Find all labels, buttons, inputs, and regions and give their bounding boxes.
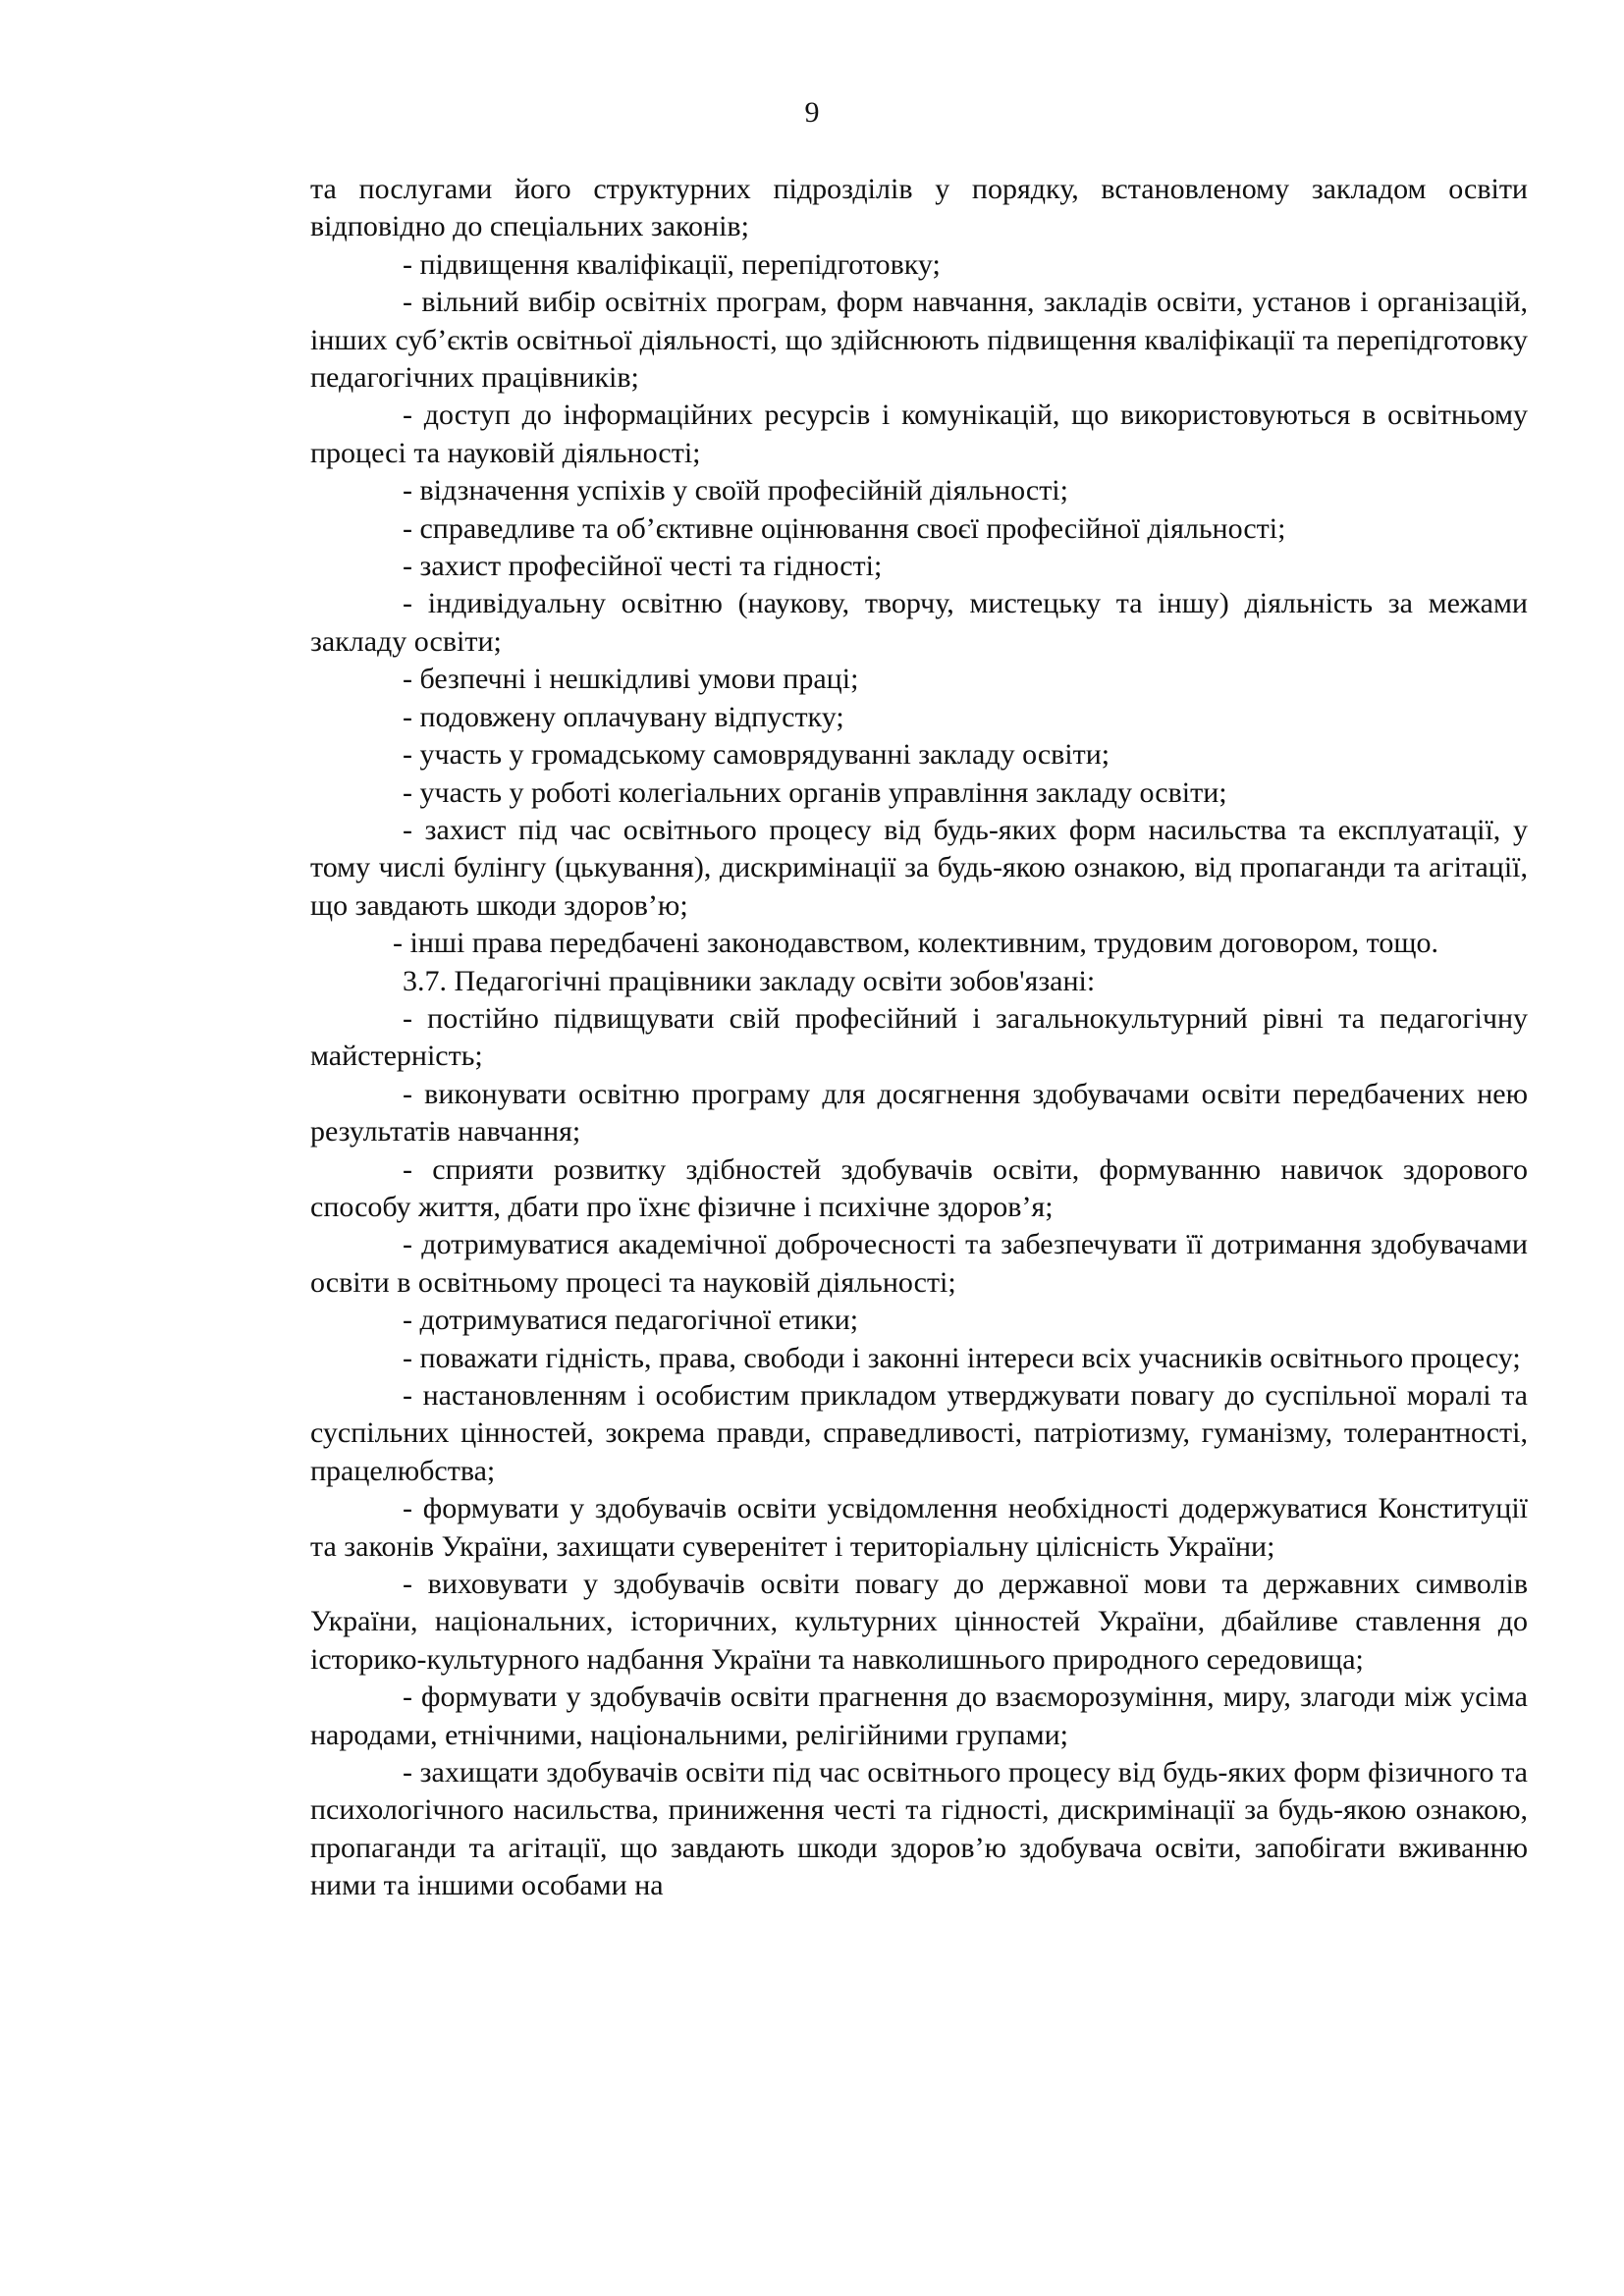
paragraph: - дотримуватися педагогічної етики; [403,1304,859,1337]
paragraph: - відзначення успіхів у своїй професійній діяльності; [403,474,1068,507]
paragraph: - підвищення кваліфікації, перепідготовку; [403,247,941,281]
paragraph: - поважати гідність, права, свободи і законні інтереси всіх учасників освітнього процесу; [403,1341,1521,1374]
paragraph: - доступ до інформаційних ресурсів і комунікацій, що використовуються в освітньому процесі та науковій діяльності; [310,399,1528,469]
paragraph: - справедливе та об’єктивне оцінювання своєї професійної діяльності; [403,511,1286,545]
paragraph: - подовжену оплачувану відпустку; [403,700,844,733]
paragraph: - інші права передбачені законодавством, колективним, трудовим договором, тощо. [393,927,1438,960]
paragraph: 3.7. Педагогічні працівники закладу освіти зобов'язані: [403,964,1096,997]
paragraph: - захист під час освітнього процесу від будь-яких форм насильства та експлуатації, у тому числі булінгу (цькування), дискримінації за будь-якою ознакою, від пропаганди та агітації, що завдають шкоди здоров’ю; [310,813,1528,922]
paragraph: - сприяти розвитку здібностей здобувачів освіти, формуванню навичок здорового способу життя, дбати про їхнє фізичне і психічне здоров’я; [310,1152,1528,1223]
page-number: 9 [804,96,820,129]
paragraph: - вільний вибір освітніх програм, форм навчання, закладів освіти, установ і організацій, інших суб’єктів освітньої діяльності, що здійснюють підвищення кваліфікації та перепідготовку педагогічних працівників; [310,286,1528,395]
document-body [310,171,1528,1905]
paragraph: - безпечні і нешкідливі умови праці; [403,663,859,696]
paragraph: - дотримуватися академічної доброчесності та забезпечувати її дотримання здобувачами освіти в освітньому процесі та науковій діяльності; [310,1228,1528,1299]
paragraph: - формувати у здобувачів освіти прагнення до взаєморозуміння, миру, злагоди між усіма народами, етнічними, національними, релігійними групами; [310,1681,1528,1751]
paragraph: - захищати здобувачів освіти під час освітнього процесу від будь-яких форм фізичного та психологічного насильства, приниження честі та гідності, дискримінації за будь-якою ознакою, пропаганди та агітації, що завдають шкоди здоров’ю здобувача освіти, запобігати вживанню ними та іншими особами на [310,1756,1528,1902]
paragraph: та послугами його структурних підрозділів у порядку, встановленому закладом освіти відповідно до спеціальних законів; [310,173,1528,243]
paragraph: - виконувати освітню програму для досягнення здобувачами освіти передбачених нею результатів навчання; [310,1077,1528,1148]
paragraph: - виховувати у здобувачів освіти повагу до державної мови та державних символів України, національних, історичних, культурних цінностей України, дбайливе ставлення до історико-культурного надбання України та навколишнього природного середовища; [310,1568,1528,1676]
paragraph: - участь у громадському самоврядуванні закладу освіти; [403,738,1110,772]
paragraph: - участь у роботі колегіальних органів управління закладу освіти; [403,775,1227,809]
paragraph: - індивідуальну освітню (наукову, творчу, мистецьку та іншу) діяльність за межами закладу освіти; [310,587,1528,658]
paragraph: - захист професійної честі та гідності; [403,550,883,583]
paragraph: - формувати у здобувачів освіти усвідомлення необхідності додержуватися Конституції та законів України, захищати суверенітет і територіальну цілісність України; [310,1492,1528,1563]
paragraph: - настановленням і особистим прикладом утверджувати повагу до суспільної моралі та суспільних цінностей, зокрема правди, справедливості, патріотизму, гуманізму, толерантності, працелюбства; [310,1379,1528,1487]
paragraph: - постійно підвищувати свій професійний і загальнокультурний рівні та педагогічну майстерність; [310,1001,1528,1073]
